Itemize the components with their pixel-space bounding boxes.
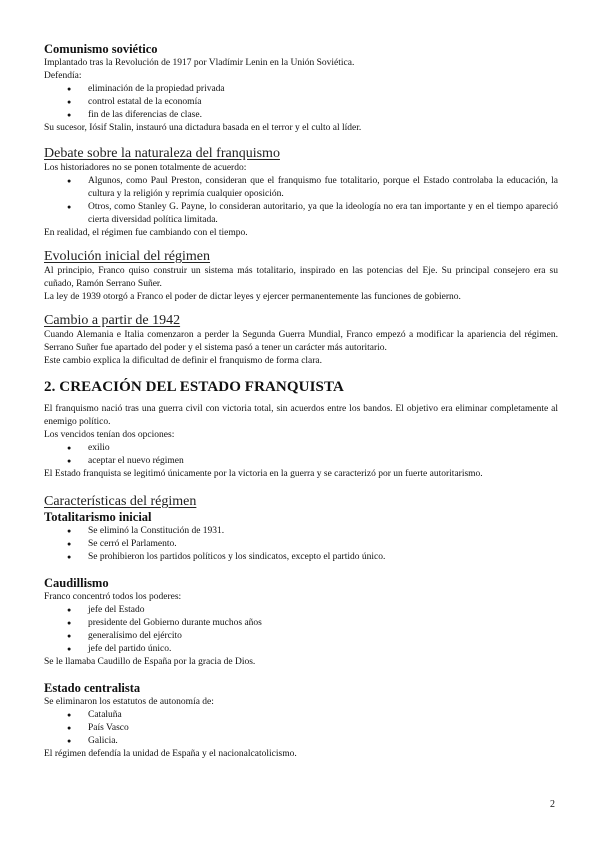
bullet-list (44, 83, 558, 122)
subheading-estado-centralista: Estado centralista (44, 681, 141, 695)
list-item: ● jefe del Estado (76, 604, 558, 617)
section-heading-comunismo: Comunismo soviético (44, 42, 158, 56)
paragraph: En realidad, el régimen fue cambiando con el tiempo. (44, 228, 248, 238)
paragraph: El franquismo nació tras una guerra civil con victoria total, sin acuerdos entre los bandos. El objetivo era eliminar completamente al enemigo político. (44, 404, 558, 427)
list-item: ● eliminación de la propiedad privada (76, 83, 558, 96)
paragraph: Su sucesor, Iósif Stalin, instauró una dictadura basada en el terror y el culto al líder. (44, 123, 362, 133)
list-item: ● presidente del Gobierno durante muchos años (76, 617, 558, 630)
list-item: ● jefe del partido único. (76, 643, 558, 656)
list-item: ● exilio (76, 442, 558, 455)
page-number: 2 (550, 799, 555, 810)
list-item: ● control estatal de la economía (76, 96, 558, 109)
paragraph: Al principio, Franco quiso construir un sistema más totalitario, inspirado en las potencias del Eje. Su principal consejero era su cuñado, Ramón Serrano Suñer. (44, 266, 558, 289)
paragraph: Cuando Alemania e Italia comenzaron a perder la Segunda Guerra Mundial, Franco empezó a modificar la apariencia del régimen. Serrano Suñer fue apartado del poder y el sistema pasó a tener un carácter más autoritario. (44, 330, 558, 353)
paragraph: Los vencidos tenían dos opciones: (44, 430, 175, 440)
paragraph: Defendía: (44, 71, 82, 81)
list-item: ● Otros, como Stanley G. Payne, lo consideran autoritario, ya que la ideología no era tan importante y en el tiempo apareció cierta diversidad política limitada. (76, 201, 558, 227)
document-page (44, 42, 558, 761)
paragraph: Se eliminaron los estatutos de autonomía de: (44, 697, 214, 707)
paragraph: El régimen defendía la unidad de España y el nacionalcatolicismo. (44, 749, 297, 759)
paragraph: Franco concentró todos los poderes: (44, 592, 182, 602)
chapter-heading: 2. CREACIÓN DEL ESTADO FRANQUISTA (44, 379, 344, 395)
paragraph: Los historiadores no se ponen totalmente de acuerdo: (44, 163, 247, 173)
list-item: ● Se prohibieron los partidos políticos y los sindicatos, excepto el partido único. (76, 551, 558, 564)
paragraph: Este cambio explica la dificultad de definir el franquismo de forma clara. (44, 356, 323, 366)
bullet-list (44, 175, 558, 227)
section-heading-debate: Debate sobre la naturaleza del franquismo (44, 146, 280, 161)
subheading-totalitarismo: Totalitarismo inicial (44, 510, 152, 524)
list-item: ● Se eliminó la Constitución de 1931. (76, 525, 558, 538)
section-heading-cambio: Cambio a partir de 1942 (44, 313, 181, 328)
subheading-caudillismo: Caudillismo (44, 576, 109, 590)
section-heading-evolucion: Evolución inicial del régimen (44, 249, 211, 264)
paragraph: La ley de 1939 otorgó a Franco el poder de dictar leyes y ejercer permanentemente las funciones de gobierno. (44, 292, 461, 302)
list-item: ● País Vasco (76, 722, 558, 735)
list-item: ● Algunos, como Paul Preston, consideran que el franquismo fue totalitario, porque el Estado controlaba la educación, la cultura y la religión y reprimía cualquier oposición. (76, 175, 558, 201)
list-item: ● Galicia. (76, 735, 558, 748)
paragraph: Se le llamaba Caudillo de España por la gracia de Dios. (44, 657, 256, 667)
list-item: ● generalísimo del ejército (76, 630, 558, 643)
list-item: ● Cataluña (76, 709, 558, 722)
list-item: ● aceptar el nuevo régimen (76, 455, 558, 468)
bullet-list (44, 709, 558, 748)
bullet-list (44, 442, 558, 468)
section-heading-caracteristicas: Características del régimen (44, 494, 197, 509)
list-item: ● fin de las diferencias de clase. (76, 109, 558, 122)
bullet-list (44, 604, 558, 656)
bullet-list (44, 525, 558, 564)
list-item: ● Se cerró el Parlamento. (76, 538, 558, 551)
paragraph: El Estado franquista se legitimó únicamente por la victoria en la guerra y se caracterizó por un fuerte autoritarismo. (44, 469, 483, 479)
paragraph: Implantado tras la Revolución de 1917 por Vladímir Lenin en la Unión Soviética. (44, 58, 355, 68)
